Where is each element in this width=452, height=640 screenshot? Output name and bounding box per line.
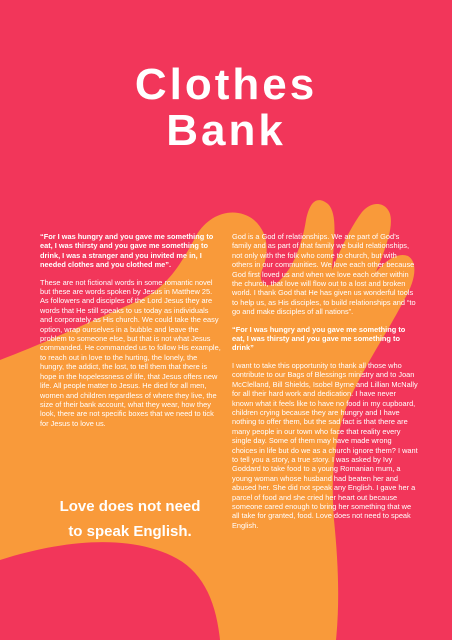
right-column	[232, 232, 418, 538]
pull-quote-line-2: to speak English.	[68, 523, 192, 540]
title-line-2: Bank	[166, 106, 286, 155]
left-paragraph: These are not fictional words in some romantic novel but these are words spoken by Jesus in Matthew 25. As followers and disciples of the Lord Jesus they are words that He still speaks to us today as individuals and corporately as His church. We could take the easy option, wrap ourselves in a bubble and leave the problem to someone else, but that is not what Jesus commanded. He commanded us to follow His example, to reach out in love to the hurting, the lonely, the hungry, the addict, the lost, to tell them that there is hope in the hopelessness of life, that Jesus offers new life. All people matter to Jesus. He died for all men, women and children regardless of where they live, the size of their bank account, what they wear, how they look, there are not specific boxes that we need to tick for Jesus to love us.	[40, 277, 221, 428]
right-paragraph-2: I want to take this opportunity to thank all those who contribute to our Bags of Blessings ministry and to Joan McClelland, Bill Shields, Isobel Byrne and Lillian McNally for all their hard work and dedication. I have never known what it feels like to have no food in my cupboard, children crying because they are hungry and I have nothing to offer them, but the sad fact is that there are many people in our town who face that reality every single day. Some of them may have made wrong choices in life but do we as a church ignore them? I want to tell you a story, a true story. I was asked by Ivy Goddard to take food to a young Romanian mum, a young woman whose husband had beaten her and abused her. She did not speak any English. I gave her a parcel of food and she cried her heart out because someone cared enough to bring her something that we all take for granted, food. Love does not need to speak English.	[232, 360, 418, 530]
opening-quote: “For I was hungry and you gave me something to eat, I was thirsty and you gave me something to drink, I was a stranger and you invited me in, I needed clothes and you clothed me”.	[40, 232, 214, 270]
title-line-1: Clothes	[134, 60, 318, 109]
left-column	[40, 232, 222, 436]
right-quote: “For I was hungry and you gave me something to eat, I was thirsty and you gave me something to drink”	[232, 324, 406, 353]
pull-quote-line-1: Love does not need	[59, 498, 201, 515]
pull-quote	[40, 494, 220, 544]
page-title	[0, 62, 452, 154]
right-paragraph-1: God is a God of relationships. We are part of God’s family and as part of that family we build relationships, not only with the folk who come to church, but with others in our communities. We love each other because God first loved us and when we love each other within the church, that love will flow out to a lost and broken world. I thank God that He has given us wonderful tools to help us, as His disciples, to build relationships and “to go and make disciples of all nations”.	[232, 232, 416, 317]
